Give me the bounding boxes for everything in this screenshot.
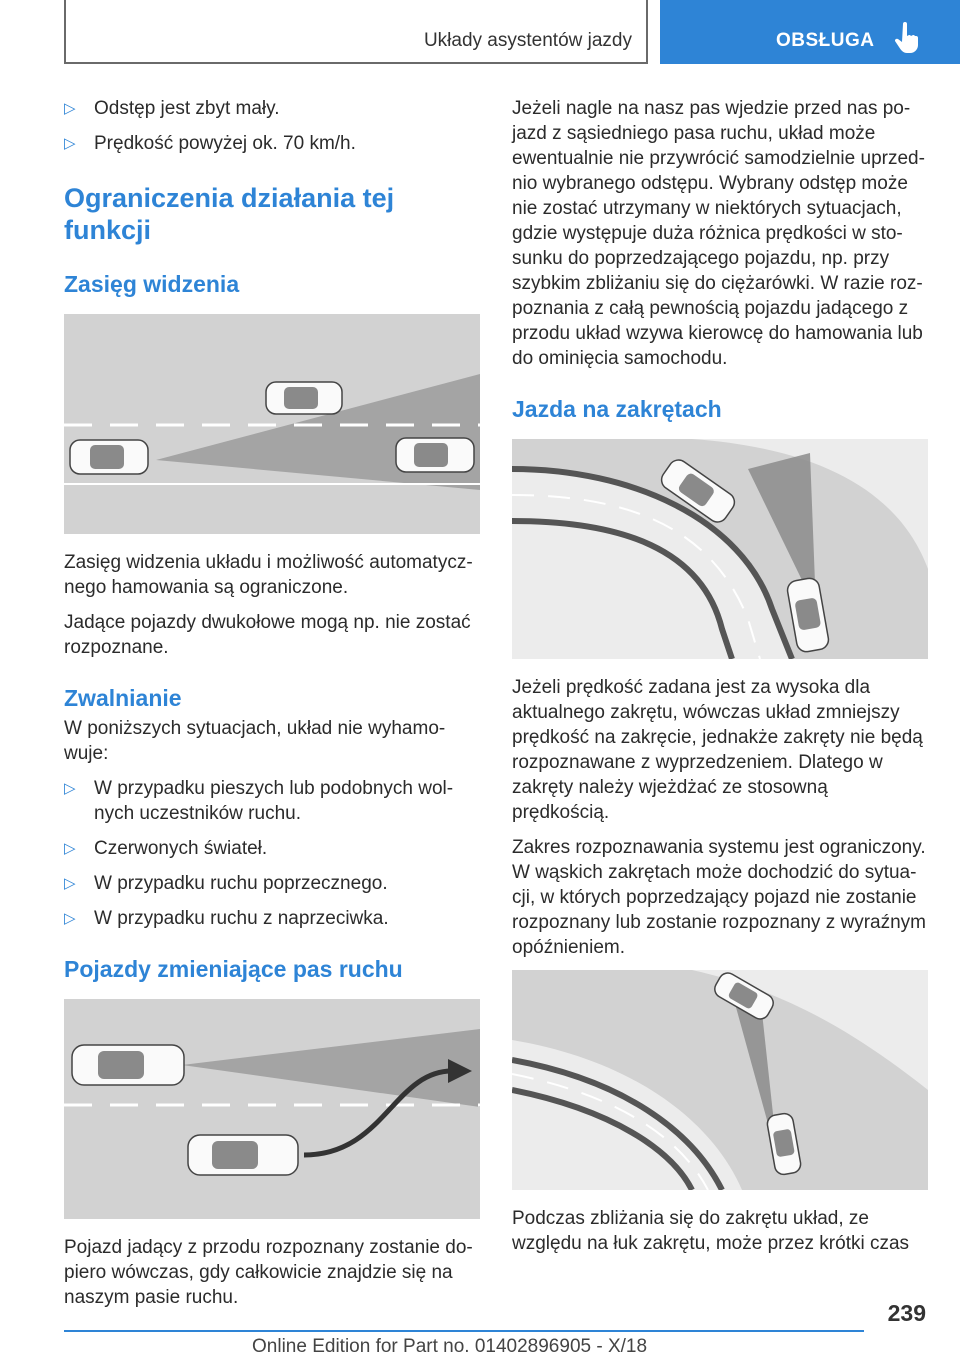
page-number: 239 <box>887 1300 926 1326</box>
triangle-bullet-icon: ▷ <box>64 780 76 797</box>
list-item: ▷ W przypadku ruchu poprzecznego. <box>64 873 388 894</box>
triangle-bullet-icon: ▷ <box>64 910 76 927</box>
paragraph: Pojazd jadący z przodu rozpoznany zostanie dopiero wówczas, gdy całkowicie znajdzie się na naszym pasie ruchu. <box>64 1237 473 1308</box>
figure-curve-1 <box>512 439 928 659</box>
header-chapter-title: OBSŁUGA <box>776 30 875 51</box>
triangle-bullet-icon: ▷ <box>64 100 76 117</box>
triangle-bullet-icon: ▷ <box>64 875 76 892</box>
car-ahead-adjacent <box>266 382 342 414</box>
header-section-title: Układy asystentów jazdy <box>423 30 632 51</box>
footer-divider <box>64 1330 864 1332</box>
right-column <box>512 96 928 1266</box>
figure-detection-range <box>64 314 480 534</box>
list-item: ▷ Odstęp jest zbyt mały. <box>64 98 280 119</box>
list-item: ▷ Czerwonych świateł. <box>64 838 268 859</box>
car-own <box>72 1045 184 1085</box>
triangle-bullet-icon: ▷ <box>64 135 76 152</box>
triangle-bullet-icon: ▷ <box>64 840 76 857</box>
car-ahead <box>396 438 474 472</box>
heading-curves: Jazda na zakrętach <box>512 396 722 422</box>
paragraph: Podczas zbliżania się do zakrętu układ, ze względu na łuk zakrętu, może przez krótki czas <box>512 1208 910 1254</box>
bullet-list-top <box>64 96 482 156</box>
heading-limitations: Ograniczenia działania tej funkcji <box>64 183 395 245</box>
list-item: ▷ Prędkość powyżej ok. 70 km/h. <box>64 133 356 154</box>
paragraph: Jeżeli prędkość zadana jest za wysoka dla aktualnego zakrętu, wówczas układ zmniejszy prędkość na zakręcie, jednakże zakręty nie będą rozpoznawane z wyprzedzeniem. Dlatego w zakręty należy wjeżdżać ze stosowną prędkością. <box>512 677 923 823</box>
hand-pointer-icon <box>895 22 919 54</box>
heading-braking: Zwalnianie <box>64 685 182 711</box>
list-item: ▷ W przypadku ruchu z naprzeciwka. <box>64 908 389 929</box>
header-chapter-tab[interactable] <box>660 0 960 64</box>
left-column <box>64 96 482 1320</box>
paragraph: Jadące pojazdy dwukołowe mogą np. nie zostać rozpoznane. <box>64 612 471 658</box>
figure-curve-2 <box>512 970 928 1190</box>
paragraph: Zasięg widzenia układu i możliwość automatycznego hamowania są ograniczone. <box>64 552 473 598</box>
car-own <box>70 440 148 474</box>
footer-edition: Online Edition for Part no. 01402896905 - X/18 <box>252 1336 648 1357</box>
car-cutting-in <box>188 1135 298 1175</box>
header-section-box <box>64 0 648 64</box>
paragraph: Jeżeli nagle na nasz pas wjedzie przed nas pojazd z sąsiedniego pasa ruchu, układ może ewentualnie nie przywrócić samodzielnie uprzednio wybranego odstępu. Wybrany odstęp może nie zostać utrzymany w niektórych sytuacjach, gdzie występuje duża różnica prędkości w stosunku do poprzedzającego pojazdu, np. przy szybkim zbliżaniu się do ciężarówki. W razie rozpoznania z całą pewnością pojazdu jadącego z przodu układ wzywa kierowcę do hamowania lub do ominięcia samochodu. <box>512 98 925 369</box>
paragraph: W poniższych sytuacjach, układ nie wyhamowuje: <box>64 718 446 764</box>
list-item: ▷ W przypadku pieszych lub podobnych wolnych uczestników ruchu. <box>64 778 454 824</box>
bullet-list-braking <box>64 776 482 931</box>
heading-range: Zasięg widzenia <box>64 271 240 297</box>
heading-lane-change: Pojazdy zmieniające pas ruchu <box>64 956 403 982</box>
paragraph: Zakres rozpoznawania systemu jest ograniczony. W wąskich zakrętach może dochodzić do sytuacji, w których poprzedzający pojazd nie zostanie rozpoznany lub zostanie rozpoznany z wyraźnym opóźnieniem. <box>512 837 926 958</box>
figure-lane-change <box>64 999 480 1219</box>
